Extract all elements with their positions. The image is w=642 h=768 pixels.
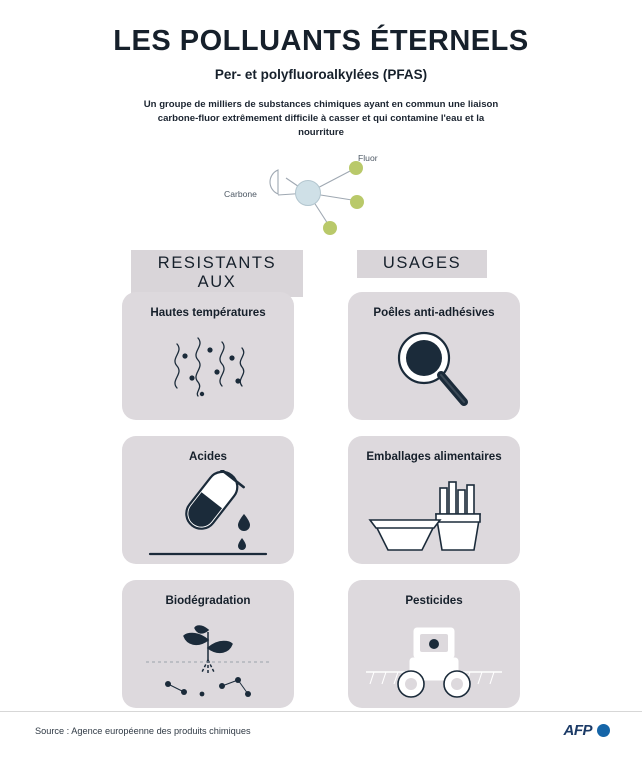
afp-logo-text: AFP — [563, 722, 592, 739]
card-pesticides — [348, 580, 520, 708]
intro-paragraph: Un groupe de milliers de substances chimiques ayant en commun une liaison carbone-fluor extrêmement difficile à casser et qui contamine l'eau et la nourriture — [143, 98, 499, 138]
card-title: Hautes températures — [150, 305, 266, 319]
section-heading-usages: USAGES — [357, 250, 487, 278]
sprout-soil-icon — [122, 614, 294, 708]
card-biodegradation — [122, 580, 294, 708]
molecule-diagram — [0, 148, 642, 244]
page-subtitle: Per- et polyfluoroalkylées (PFAS) — [214, 66, 428, 82]
section-heading-resistants: RESISTANTS AUX — [131, 250, 303, 297]
card-acides — [122, 436, 294, 564]
source-text: Source : Agence européenne des produits chimiques — [35, 726, 251, 736]
cards-grid — [0, 292, 642, 708]
card-title: Pesticides — [405, 593, 463, 607]
card-poeles-anti-adhesives — [348, 292, 520, 420]
footer — [0, 711, 642, 768]
card-title: Poêles anti-adhésives — [373, 305, 495, 319]
tractor-sprayer-icon — [348, 614, 520, 708]
card-title: Biodégradation — [165, 593, 251, 607]
section-headings — [0, 250, 642, 291]
card-title: Emballages alimentaires — [366, 449, 502, 463]
frying-pan-icon — [348, 326, 520, 420]
header — [0, 0, 642, 140]
molecule-label-carbone: Carbone — [224, 188, 257, 199]
card-emballages-alimentaires — [348, 436, 520, 564]
afp-logo-dot — [597, 724, 610, 737]
page-title: LES POLLUANTS ÉTERNELS — [113, 25, 529, 57]
afp-logo — [564, 722, 611, 739]
card-title: Acides — [188, 449, 228, 463]
heat-waves-icon — [122, 326, 294, 420]
fries-packaging-icon — [348, 470, 520, 564]
test-tube-icon — [122, 470, 294, 564]
card-hautes-temperatures — [122, 292, 294, 420]
molecule-label-fluor: Fluor — [358, 152, 378, 163]
